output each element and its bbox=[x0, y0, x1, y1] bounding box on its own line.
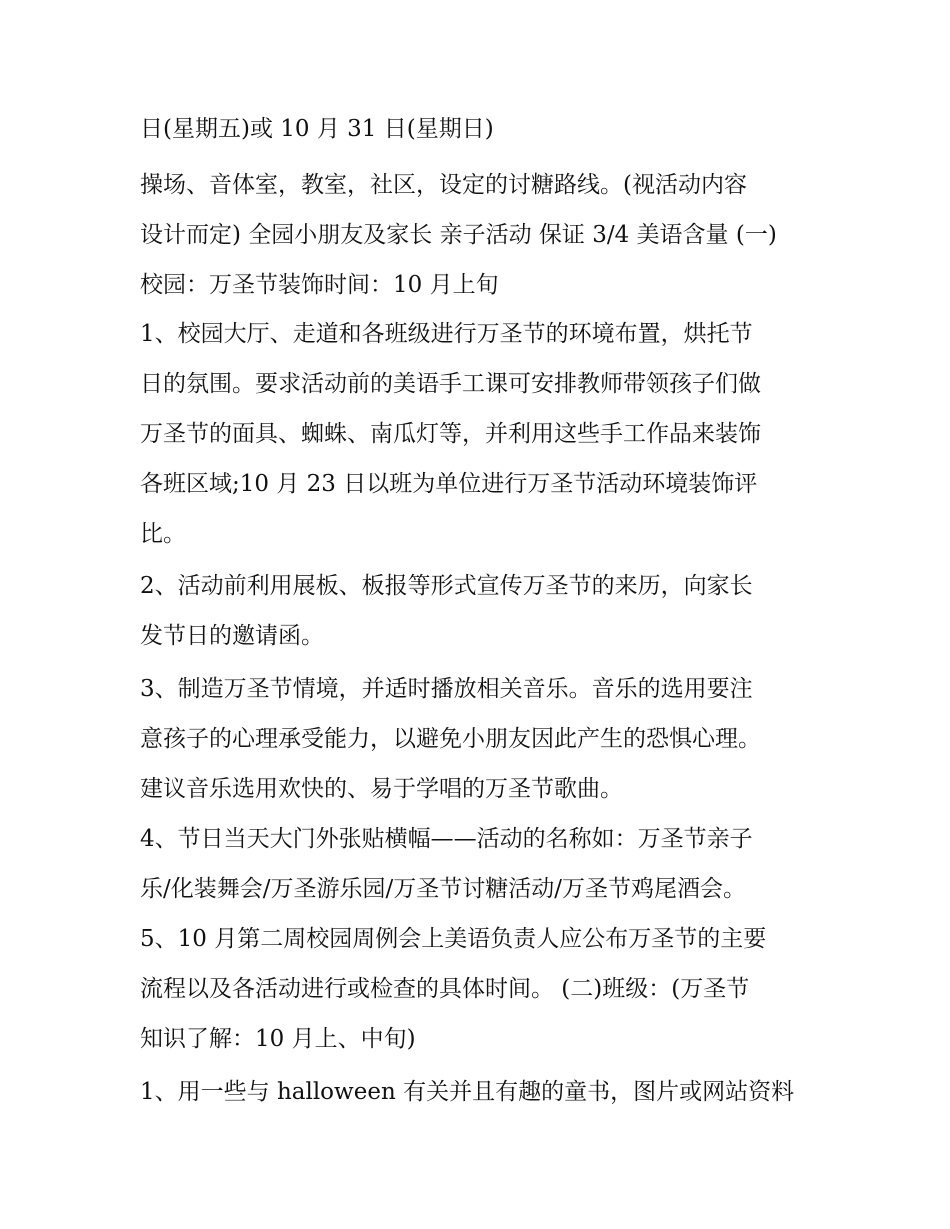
text-line: 意孩子的心理承受能力，以避免小朋友因此产生的恐惧心理。 bbox=[140, 726, 761, 752]
text-line: 5、10 月第二周校园周例会上美语负责人应公布万圣节的主要 bbox=[140, 926, 767, 952]
text-line: 1、用一些与 halloween 有关并且有趣的童书，图片或网站资料 bbox=[140, 1079, 795, 1105]
text-line: 3、制造万圣节情境，并适时播放相关音乐。音乐的选用要注 bbox=[140, 676, 753, 702]
text-line: 操场、音体室，教室，社区，设定的讨糖路线。(视活动内容 bbox=[140, 172, 747, 198]
text-line: 日的氛围。要求活动前的美语手工课可安排教师带领孩子们做 bbox=[140, 371, 761, 397]
paragraph-class-item-1 bbox=[140, 1067, 830, 1117]
text-line: 校园：万圣节装饰时间：10 月上旬 bbox=[140, 272, 499, 298]
paragraph-item-5 bbox=[140, 914, 830, 1064]
text-line: 1、校园大厅、走道和各班级进行万圣节的环境布置，烘托节 bbox=[140, 321, 753, 347]
text-line: 比。 bbox=[140, 521, 186, 547]
text-line: 日(星期五)或 10 月 31 日(星期日) bbox=[140, 116, 494, 142]
paragraph-item-1 bbox=[140, 309, 830, 559]
paragraph-date bbox=[140, 104, 830, 154]
text-line: 知识了解：10 月上、中旬) bbox=[140, 1026, 416, 1052]
paragraph-location bbox=[140, 160, 830, 310]
paragraph-item-3 bbox=[140, 664, 830, 814]
text-line: 各班区域;10 月 23 日以班为单位进行万圣节活动环境装饰评 bbox=[140, 471, 758, 497]
paragraph-item-2 bbox=[140, 561, 830, 661]
text-line: 乐/化装舞会/万圣游乐园/万圣节讨糖活动/万圣节鸡尾酒会。 bbox=[140, 876, 746, 902]
paragraph-item-4 bbox=[140, 814, 830, 914]
text-line: 4、节日当天大门外张贴横幅——活动的名称如：万圣节亲子 bbox=[140, 826, 753, 852]
text-line: 2、活动前利用展板、板报等形式宣传万圣节的来历，向家长 bbox=[140, 573, 753, 599]
text-line: 万圣节的面具、蜘蛛、南瓜灯等，并利用这些手工作品来装饰 bbox=[140, 421, 761, 447]
text-line: 发节日的邀请函。 bbox=[140, 623, 324, 649]
text-line: 设计而定) 全园小朋友及家长 亲子活动 保证 3/4 美语含量 (一) bbox=[140, 222, 777, 248]
text-line: 建议音乐选用欢快的、易于学唱的万圣节歌曲。 bbox=[140, 776, 623, 802]
text-line: 流程以及各活动进行或检查的具体时间。 (二)班级：(万圣节 bbox=[140, 976, 750, 1002]
